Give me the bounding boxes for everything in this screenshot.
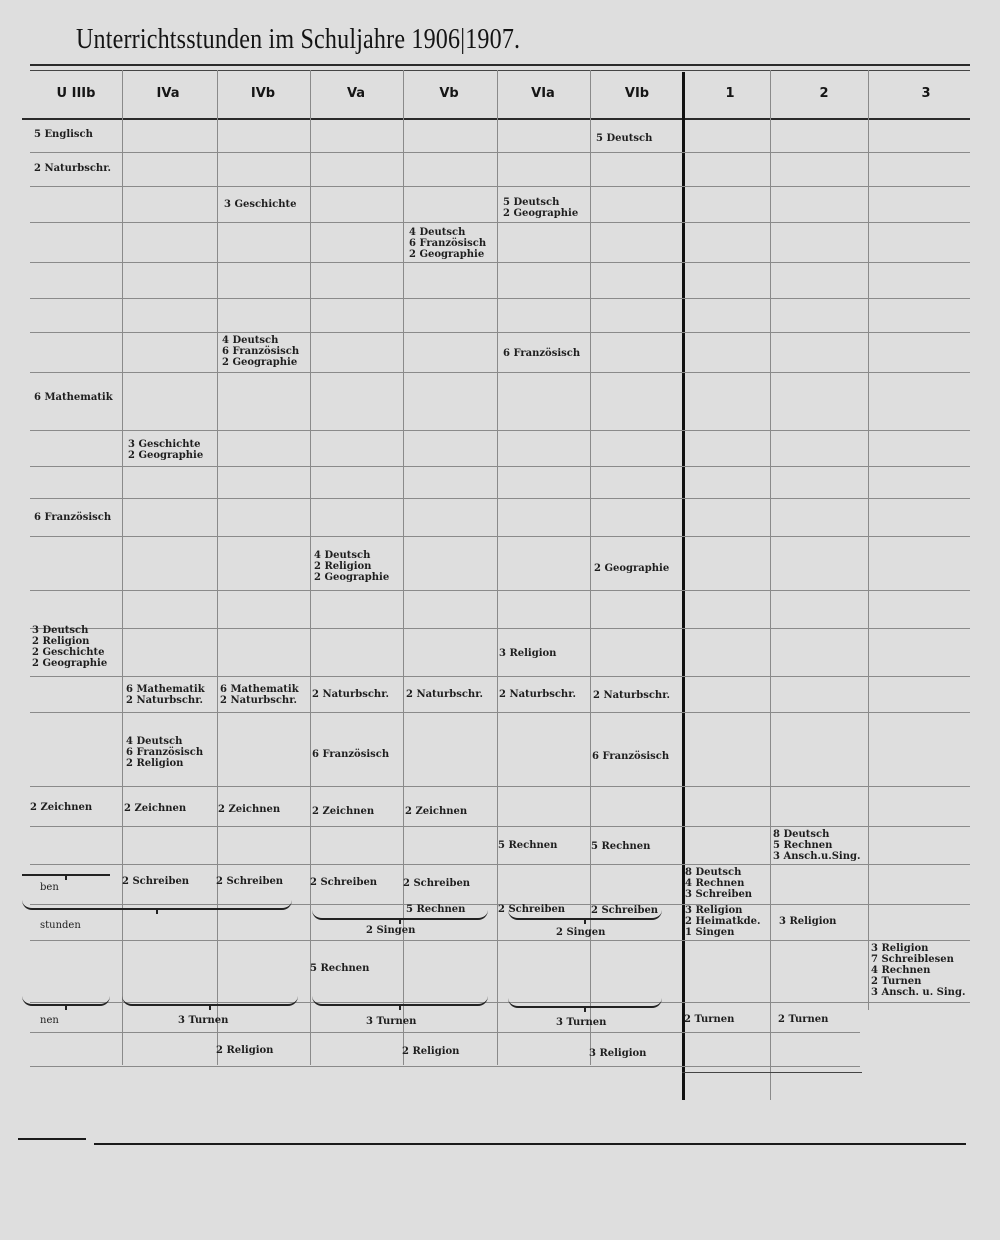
vb-rechnen: 5 Rechnen: [406, 904, 466, 915]
header-1: 1: [725, 86, 735, 101]
header-uiiib: U IIIb: [56, 86, 96, 101]
brace-iva-ivb-turnen: [122, 996, 298, 1006]
col-rule: [217, 70, 218, 1065]
row-rule: [30, 786, 970, 787]
header-vib: VIb: [624, 86, 650, 101]
col-rule: [770, 70, 771, 1100]
header-2: 2: [819, 86, 829, 101]
col-rule: [497, 70, 498, 1065]
uiiib-englisch: 5 Englisch: [34, 129, 93, 140]
row-rule: [30, 332, 970, 333]
page-title: Unterrichtsstunden im Schuljahre 1906|1907.: [76, 24, 521, 55]
va-naturbschr: 2 Naturbschr.: [312, 689, 390, 700]
va-schreiben: 2 Schreiben: [310, 877, 378, 888]
vb-naturbschr: 2 Naturbschr.: [406, 689, 484, 700]
row-rule: [30, 430, 970, 431]
row-rule: [30, 864, 970, 865]
iva-mathematik-naturbschr: 6 Mathematik 2 Naturbschr.: [126, 684, 205, 706]
row-rule: [30, 152, 970, 153]
ivb-zeichnen: 2 Zeichnen: [218, 804, 281, 815]
via-vib-singen: 2 Singen: [556, 927, 606, 938]
via-schreiben: 2 Schreiben: [498, 904, 566, 915]
class1-turnen: 2 Turnen: [684, 1014, 735, 1025]
row-rule: [30, 676, 970, 677]
uiiib-franzoesisch: 6 Französisch: [34, 512, 112, 523]
row-rule: [30, 826, 970, 827]
header-ivb: IVb: [250, 86, 276, 101]
class1-block1: 8 Deutsch 4 Rechnen 3 Schreiben: [685, 867, 753, 900]
uiiib-naturbschr: 2 Naturbschr.: [34, 163, 112, 174]
row-rule: [30, 940, 970, 941]
uiiib-ben: ben: [40, 882, 59, 893]
header-rule: [22, 118, 970, 120]
vb-zeichnen: 2 Zeichnen: [405, 806, 468, 817]
header-via: VIa: [531, 86, 555, 101]
row-rule: [30, 1032, 860, 1033]
va-vb-turnen: 3 Turnen: [366, 1016, 417, 1027]
col-rule: [122, 70, 123, 1065]
vb-religion: 2 Religion: [402, 1046, 460, 1057]
row-rule: [30, 590, 970, 591]
class2-turnen: 2 Turnen: [778, 1014, 829, 1025]
vib-naturbschr: 2 Naturbschr.: [593, 690, 671, 701]
ivb-mathematik-naturbschr: 6 Mathematik 2 Naturbschr.: [220, 684, 299, 706]
top-rule-thin: [30, 70, 970, 71]
uiiib-multi: 3 Deutsch 2 Religion 2 Geschichte 2 Geographie: [32, 625, 108, 669]
row-rule: [30, 1066, 860, 1067]
brace-via-vib-singen: [508, 910, 662, 920]
iva-schreiben: 2 Schreiben: [122, 876, 190, 887]
vb-schreiben: 2 Schreiben: [403, 878, 471, 889]
header-iva: IVa: [156, 86, 180, 101]
brace-va-vb-singen: [312, 910, 488, 920]
ivb-deutsch-franz-geo: 4 Deutsch 6 Französisch 2 Geographie: [222, 335, 300, 368]
bottom-rule-left: [18, 1138, 86, 1140]
via-franzoesisch: 6 Französisch: [503, 348, 581, 359]
brace-uiiib-nen: [22, 996, 110, 1006]
row-rule: [30, 712, 970, 713]
row-rule: [30, 536, 970, 537]
uiiib-nen: nen: [40, 1015, 59, 1026]
col-rule: [310, 70, 311, 1065]
class2-block1: 8 Deutsch 5 Rechnen 3 Ansch.u.Sing.: [773, 829, 861, 862]
bottom-rule-right: [94, 1143, 966, 1145]
uiiib-zeichnen: 2 Zeichnen: [30, 802, 93, 813]
row-rule: [30, 498, 970, 499]
iva-zeichnen: 2 Zeichnen: [124, 803, 187, 814]
vb-deutsch-franz-geo: 4 Deutsch 6 Französisch 2 Geographie: [409, 227, 487, 260]
class2-religion: 3 Religion: [779, 916, 837, 927]
header-va: Va: [346, 86, 366, 101]
brace-via-vib-turnen: [508, 998, 662, 1008]
va-zeichnen: 2 Zeichnen: [312, 806, 375, 817]
row-rule: [30, 222, 970, 223]
via-deutsch-geo: 5 Deutsch 2 Geographie: [503, 197, 579, 219]
class3-block1: 3 Religion 7 Schreiblesen 4 Rechnen 2 Turnen 3 Ansch. u. Sing.: [871, 943, 966, 998]
row-rule: [30, 186, 970, 187]
ivb-schreiben: 2 Schreiben: [216, 876, 284, 887]
va-rechnen: 5 Rechnen: [310, 963, 370, 974]
class1-block2: 3 Religion 2 Heimatkde. 1 Singen: [685, 905, 761, 938]
vib-schreiben: 2 Schreiben: [591, 905, 659, 916]
vib-geographie: 2 Geographie: [594, 563, 670, 574]
via-rechnen: 5 Rechnen: [498, 840, 558, 851]
ivb-religion: 2 Religion: [216, 1045, 274, 1056]
vib-rechnen: 5 Rechnen: [591, 841, 651, 852]
ivb-geschichte: 3 Geschichte: [224, 199, 297, 210]
iva-deutsch-franz-religion: 4 Deutsch 6 Französisch 2 Religion: [126, 736, 204, 769]
vib-religion: 3 Religion: [589, 1048, 647, 1059]
header-vb: Vb: [439, 86, 459, 101]
iva-turnen: 3 Turnen: [178, 1015, 229, 1026]
brace-uiiib-iva-ivb: [22, 900, 292, 910]
header-3: 3: [921, 86, 931, 101]
vib-deutsch: 5 Deutsch: [596, 133, 653, 144]
row-rule: [682, 1072, 862, 1073]
brace-uiiib-ben: [22, 866, 110, 876]
row-rule: [30, 466, 970, 467]
row-rule: [30, 372, 970, 373]
row-rule: [30, 262, 970, 263]
va-franzoesisch: 6 Französisch: [312, 749, 390, 760]
row-rule: [30, 298, 970, 299]
row-rule: [30, 628, 970, 629]
vib-franzoesisch: 6 Französisch: [592, 751, 670, 762]
via-naturbschr: 2 Naturbschr.: [499, 689, 577, 700]
va-deutsch-religion-geo: 4 Deutsch 2 Religion 2 Geographie: [314, 550, 390, 583]
iva-geschichte-geographie: 3 Geschichte 2 Geographie: [128, 439, 204, 461]
top-rule: [30, 64, 970, 66]
brace-va-vb-turnen: [312, 996, 488, 1006]
via-vib-turnen: 3 Turnen: [556, 1017, 607, 1028]
uiiib-mathematik: 6 Mathematik: [34, 392, 113, 403]
va-vb-singen: 2 Singen: [366, 925, 416, 936]
col-rule: [868, 70, 869, 1010]
via-religion: 3 Religion: [499, 648, 557, 659]
col-rule-divider: [682, 72, 685, 1100]
uiiib-stunden: stunden: [40, 920, 81, 931]
